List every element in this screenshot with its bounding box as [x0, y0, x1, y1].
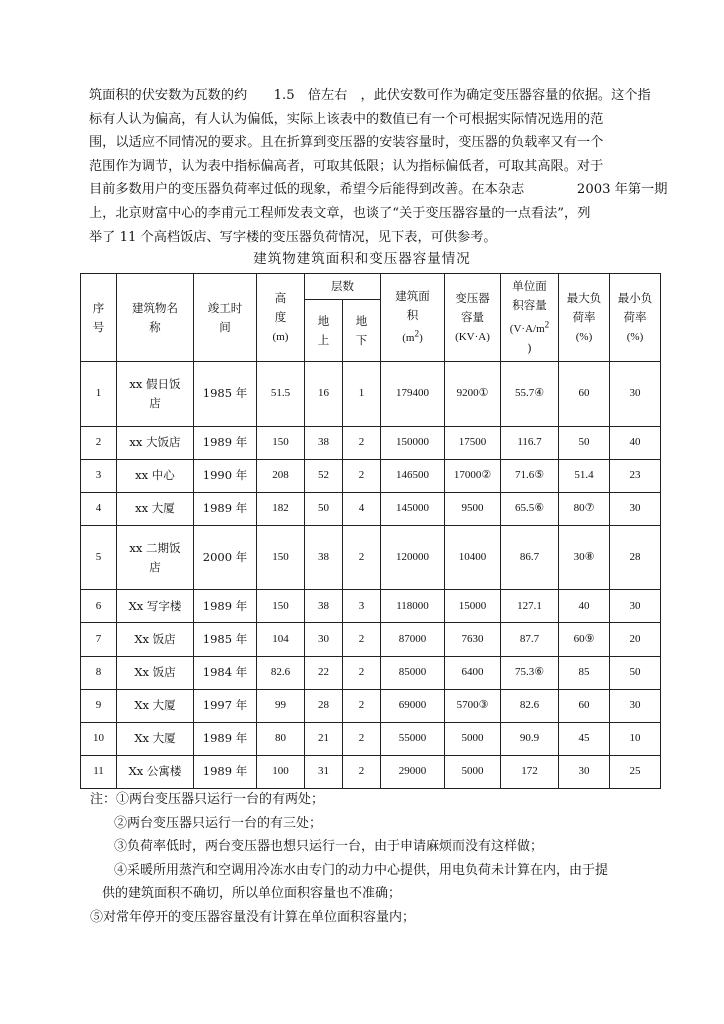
table-cell: 29000	[381, 755, 445, 788]
note-line: ⑤对常年停开的变压器容量没有计算在单位面积容量内；	[90, 909, 416, 925]
table-cell: 51.5	[257, 362, 305, 427]
table-cell: 30	[559, 755, 610, 788]
table-cell: 28	[305, 689, 343, 722]
table-cell: 40	[610, 426, 661, 459]
body-line: 举了 11 个高档饭店、写字楼的变压器负荷情况，见下表，可供参考。	[89, 229, 497, 245]
note-line: 注：①两台变压器只运行一台的有两处；	[90, 792, 325, 807]
table-cell: 150000	[381, 426, 445, 459]
table-cell: 11	[81, 755, 117, 788]
header-transformer-capacity: 变压器 容量 (KV·A)	[445, 274, 501, 362]
table-cell: 1984 年	[194, 656, 257, 689]
table-cell: 1	[343, 362, 381, 427]
table-cell: 1985 年	[194, 623, 257, 656]
header-floors-below: 地 下	[343, 300, 381, 362]
table-cell: 2	[343, 689, 381, 722]
table-cell: xx 二期饭 店	[117, 525, 194, 590]
body-line: 上，北京财富中心的李甫元工程师发表文章，也谈了“关于变压器容量的一点看法”，列	[89, 205, 591, 221]
table-cell: 80	[257, 722, 305, 755]
table-cell: 10	[81, 722, 117, 755]
table-cell: 15000	[445, 590, 501, 623]
table-row	[81, 656, 661, 689]
table-cell: 5000	[445, 755, 501, 788]
table-cell: 1989 年	[194, 755, 257, 788]
table-cell: 99	[257, 689, 305, 722]
table-cell: 38	[305, 525, 343, 590]
body-line: 筑面积的伏安数为瓦数的约 1.5 倍左右 ，此伏安数可作为确定变压器容量的依据。这个指	[89, 88, 651, 103]
table-cell: 38	[305, 426, 343, 459]
table-cell: 50	[559, 426, 610, 459]
table-cell: 17500	[445, 426, 501, 459]
table-cell: 4	[81, 492, 117, 525]
table-cell: 2000 年	[194, 525, 257, 590]
table-cell: Xx 饭店	[117, 623, 194, 656]
table-cell: 2	[343, 525, 381, 590]
table-cell: 10	[610, 722, 661, 755]
note-line	[90, 930, 630, 954]
table-cell: 208	[257, 459, 305, 492]
table-cell: 90.9	[501, 722, 559, 755]
table-cell: 1997 年	[194, 689, 257, 722]
table-cell: 30	[610, 492, 661, 525]
note-line: ④采暖所用蒸汽和空调用冷冻水由专门的动力中心提供，用电负荷未计算在内，由于提	[114, 862, 609, 878]
table-cell: 28	[610, 525, 661, 590]
table-cell: 17000②	[445, 459, 501, 492]
table-cell: 23	[610, 459, 661, 492]
table-caption: 建筑物建筑面积和变压器容量情况	[253, 251, 471, 267]
table-cell: 60	[559, 362, 610, 427]
table-cell: 55000	[381, 722, 445, 755]
table-cell: 150	[257, 590, 305, 623]
table-cell: 118000	[381, 590, 445, 623]
table-cell: 104	[257, 623, 305, 656]
table-cell: 16	[305, 362, 343, 427]
table-cell: xx 中心	[117, 459, 194, 492]
table-cell: 150	[257, 426, 305, 459]
header-min-load-rate: 最小负 荷率 (%)	[610, 274, 661, 362]
table-row	[81, 362, 661, 427]
header-floors: 层数	[305, 274, 381, 300]
table-cell: 75.3⑥	[501, 656, 559, 689]
table-cell: 51.4	[559, 459, 610, 492]
table-cell: 4	[343, 492, 381, 525]
table-cell: 3	[343, 590, 381, 623]
table-cell: 30	[610, 689, 661, 722]
table-cell: 2	[343, 459, 381, 492]
table-cell: 40	[559, 590, 610, 623]
table-cell: xx 假日饭 店	[117, 362, 194, 427]
table-cell: 55.7④	[501, 362, 559, 427]
body-line: 范围作为调节，认为表中指标偏高者，可取其低限；认为指标偏低者，可取其高限。对于	[89, 158, 604, 174]
table-cell: 100	[257, 755, 305, 788]
table-cell: 127.1	[501, 590, 559, 623]
table-cell: 80⑦	[559, 492, 610, 525]
table-cell: 1989 年	[194, 722, 257, 755]
table-cell: 85	[559, 656, 610, 689]
header-unit-area-capacity: 单位面 积容量 ($V\cdot A/m^2$ )	[501, 274, 559, 362]
table-row	[81, 426, 661, 459]
table-cell: 1989 年	[194, 426, 257, 459]
table-cell: 150	[257, 525, 305, 590]
table-cell: 38	[305, 590, 343, 623]
table-cell: 1989 年	[194, 492, 257, 525]
table-cell: 85000	[381, 656, 445, 689]
table-cell: 45	[559, 722, 610, 755]
table-cell: 31	[305, 755, 343, 788]
table-cell: 60	[559, 689, 610, 722]
body-line: 围，以适应不同情况的要求。且在折算到变压器的安装容量时，变压器的负载率又有一个	[89, 135, 604, 151]
table-cell: 9	[81, 689, 117, 722]
table-cell: 20	[610, 623, 661, 656]
header-completion-year: 竣工时 间	[194, 274, 257, 362]
table-cell: 65.5⑥	[501, 492, 559, 525]
table-cell: 120000	[381, 525, 445, 590]
table-cell: 86.7	[501, 525, 559, 590]
header-height: 高 度 (m)	[257, 274, 305, 362]
table-cell: 172	[501, 755, 559, 788]
table-row	[81, 492, 661, 525]
table-cell: 69000	[381, 689, 445, 722]
table-cell: 2	[343, 426, 381, 459]
table-cell: 7630	[445, 623, 501, 656]
transformer-capacity-table	[80, 273, 661, 789]
table-cell: 10400	[445, 525, 501, 590]
table-cell: 6	[81, 590, 117, 623]
body-line: 标有人认为偏高，有人认为偏低，实际上该表中的数值已有一个可根据实际情况选用的范	[89, 111, 604, 127]
table-cell: 87.7	[501, 623, 559, 656]
table-cell: 30	[610, 362, 661, 427]
table-cell: Xx 写字楼	[117, 590, 194, 623]
body-line: 目前多数用户的变压器负荷率过低的现象，希望今后能得到改善。在本杂志 2003 年第一期	[89, 182, 668, 198]
table-cell: 7	[81, 623, 117, 656]
table-row	[81, 459, 661, 492]
table-row	[81, 623, 661, 656]
table-cell: 6400	[445, 656, 501, 689]
table-cell: 2	[343, 755, 381, 788]
header-max-load-rate: 最大负 荷率 (%)	[559, 274, 610, 362]
table-cell: 30	[305, 623, 343, 656]
table-cell: 2	[343, 656, 381, 689]
table-row	[81, 755, 661, 788]
table-cell: 50	[610, 656, 661, 689]
table-cell: 3	[81, 459, 117, 492]
table-cell: 87000	[381, 623, 445, 656]
header-floor-area: 建筑面 积 $(m^2)$	[381, 274, 445, 362]
table-row	[81, 590, 661, 623]
table-cell: 8	[81, 656, 117, 689]
table-cell: Xx 大厦	[117, 722, 194, 755]
note-line: 供的建筑面积不确切，所以单位面积容量也不准确；	[102, 886, 402, 902]
table-cell: 145000	[381, 492, 445, 525]
table-cell: 1990 年	[194, 459, 257, 492]
table-cell: 5	[81, 525, 117, 590]
header-building-name: 建筑物名 称	[117, 274, 194, 362]
table-cell: 9200①	[445, 362, 501, 427]
header-floors-above: 地 上	[305, 300, 343, 362]
table-cell: Xx 饭店	[117, 656, 194, 689]
table-cell: 21	[305, 722, 343, 755]
table-cell: 9500	[445, 492, 501, 525]
note-line: ②两台变压器只运行一台的有三处；	[114, 815, 323, 831]
table-cell: Xx 大厦	[117, 689, 194, 722]
header-index: 序 号	[81, 274, 117, 362]
table-cell: 25	[610, 755, 661, 788]
table-cell: 5700③	[445, 689, 501, 722]
table-cell: 1	[81, 362, 117, 427]
table-cell: 146500	[381, 459, 445, 492]
table-row	[81, 722, 661, 755]
table-notes	[90, 788, 630, 953]
table-row	[81, 525, 661, 590]
table-cell: 52	[305, 459, 343, 492]
table-cell: 30⑧	[559, 525, 610, 590]
table-cell: 5000	[445, 722, 501, 755]
table-cell: 82.6	[257, 656, 305, 689]
table-cell: 179400	[381, 362, 445, 427]
table-cell: 2	[343, 623, 381, 656]
table-cell: Xx 公寓楼	[117, 755, 194, 788]
table-cell: 82.6	[501, 689, 559, 722]
note-line: ③负荷率低时，两台变压器也想只运行一台，由于申请麻烦而没有这样做；	[114, 839, 544, 855]
table-cell: 116.7	[501, 426, 559, 459]
table-cell: 50	[305, 492, 343, 525]
table-cell: xx 大厦	[117, 492, 194, 525]
table-cell: 30	[610, 590, 661, 623]
table-cell: 71.6⑤	[501, 459, 559, 492]
table-cell: xx 大饭店	[117, 426, 194, 459]
table-cell: 1985 年	[194, 362, 257, 427]
table-cell: 182	[257, 492, 305, 525]
table-cell: 2	[81, 426, 117, 459]
table-row	[81, 689, 661, 722]
table-cell: 1989 年	[194, 590, 257, 623]
table-cell: 2	[343, 722, 381, 755]
body-paragraph	[89, 84, 668, 249]
table-cell: 22	[305, 656, 343, 689]
table-cell: 60⑨	[559, 623, 610, 656]
